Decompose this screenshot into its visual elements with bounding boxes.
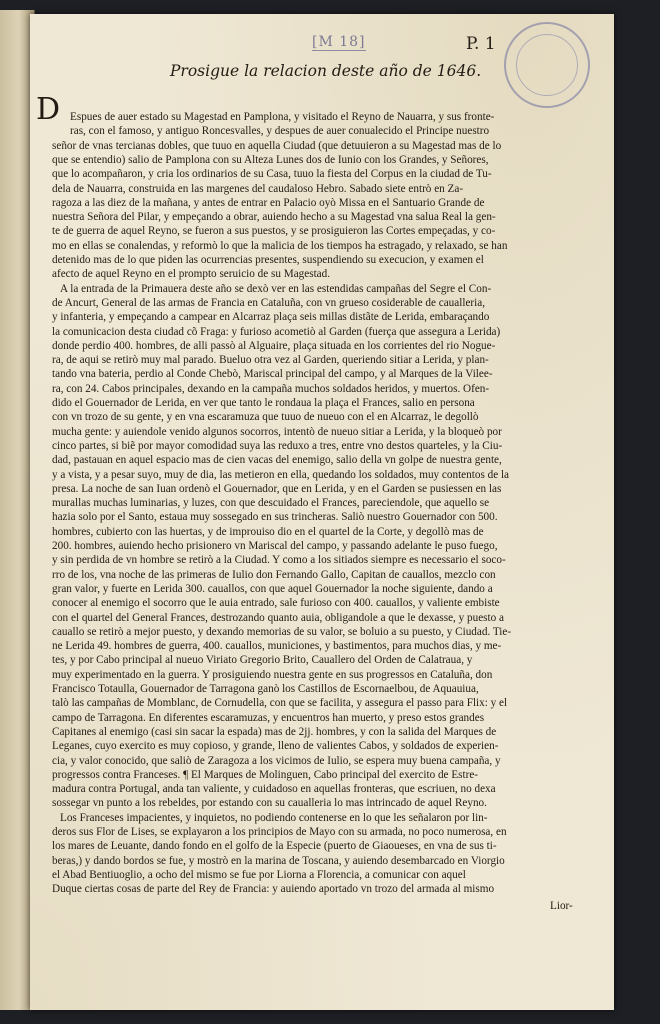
text-line: muy experimentado en la guerra. Y prosiguiendo nuestra gente en sus progressos en Cataluña, don <box>52 668 493 681</box>
text-line: Leganes, cuyo exercito es muy copioso, y grande, lleno de valientes Cabos, y soldados de experien- <box>52 740 499 753</box>
text-line: conocer al enemigo el socorro que le auia entrado, sale furioso con 400. cauallos, y valiente embiste <box>52 597 500 610</box>
text-line: el Abad Bentiuoglio, a ocho del mismo se fue por Liorna a Florencia, a comunicar con aquel <box>52 868 466 881</box>
text-line: beras,) y dando bordos se fue, y mostrò en la marina de Toscana, y auiendo desembarcado en Viorgio <box>52 854 505 867</box>
text-line: Los Franceses impacientes, y inquietos, no podiendo contenerse en lo que les señalaron por lin- <box>60 811 488 824</box>
text-line: mucha gente: y auiendole venido algunos socorros, intentò de nueuo sitiar a Lerida, y la bloqueò por <box>52 425 502 438</box>
library-seal-stamp <box>504 22 590 108</box>
catchword: Lior- <box>550 899 573 912</box>
text-line: dido el Gouernador de Lerida, en ver que tanto le rondaua la plaça el Frances, salio en persona <box>52 397 475 409</box>
text-line: ne Lerida 49. hombres de guerra, 400. cauallos, municiones, y bastimentos, para muchos dias, y me- <box>52 640 502 653</box>
text-line: Duque ciertas cosas de parte del Rey de Francia: y auiendo aportado vn trozo del armada al mismo <box>52 883 495 896</box>
text-line: sossegar vn punto a los rebeldes, por estando con su caualleria lo mas intrincado de aquel Reyno. <box>52 797 487 810</box>
text-line: ra, de aqui se retirò muy mal parado. Bueluo otra vez al Garden, queriendo sitiar a Lerida, y plan- <box>52 354 489 367</box>
text-line: los mares de Leuante, dando fondo en el golfo de la Especie (puerto de Giaoueses, en vna de sus ti- <box>52 840 497 853</box>
text-line: presa. La noche de san Iuan ordenò el Gouernador, que en Lerida, y en el Garden se pusiessen en las <box>52 482 502 495</box>
text-line: donde perdio 400. hombres, de alli passò al Alguaire, plaça situada en los corrientes del rio Nogue- <box>52 339 496 352</box>
drop-cap: D <box>36 92 61 127</box>
text-line: cia, y valor conocido, que saliò de Zaragoza a los vicimos de Iulio, se espera muy buena campaña, y <box>52 754 501 767</box>
text-line: tes, y por Cabo principal al nueuo Viriato Gregorio Brito, Cauallero del Orden de Calatraua, y <box>52 654 473 667</box>
page-number: P. 1 <box>466 34 496 54</box>
text-line: progressos contra Franceses. ¶ El Marques de Molinguen, Cabo principal del exercito de Estre- <box>52 768 479 781</box>
text-line: que lo acompañaron, y cria los ordinarios de su Casa, tuuo la fiesta del Corpus en la ciudad de Tu- <box>52 168 492 181</box>
text-line: gran valor, y fuerte en Lerida 300. cauallos, con que aquel Gouernador la noche siguiente, dando a <box>52 582 493 595</box>
text-line: y sin perdida de vn hombre se retirò a la Ciudad. Y como a los sitiados siempre es necessario el soco- <box>52 554 506 567</box>
text-line: detenido mas de lo que piden las ocurrencias presentes, suspendiendo su execucion, y examen el <box>52 254 484 266</box>
text-line: con vn trozo de su gente, y en vna escaramuza que tuuo de nueuo con el en Alcarraz, le degollò <box>52 411 479 424</box>
text-line: tando vna bateria, perdio al Conde Chebò, Mariscal principal del campo, y al Marques de la Vilee- <box>52 368 493 381</box>
text-line: A la entrada de la Primauera deste año se dexò ver en las estendidas campañas del Segre el Con- <box>60 282 492 295</box>
text-line: hazia solo por el Santo, estaua muy sossegado en sus trincheras. Saliò nuestro Gouernador con 500. <box>52 511 498 524</box>
text-line: te de guerra de aquel Reyno, se fueron a sus puestos, y se prosiguieron las Cortes empeçadas, y co- <box>52 225 496 238</box>
text-line: afecto de aquel Reyno en el prompto seruicio de su Magestad. <box>52 268 331 281</box>
text-line: cinco partes, si biẽ por mayor comodidad suya las reduxo a tres, entre vno destos quarteles, y la Ciu- <box>52 439 503 452</box>
text-line: con el quartel del General Frances, destrozando quanto auia, obligandole a que le dexasse, y puesto a <box>52 611 504 624</box>
archive-mark: [M 18] <box>312 34 366 50</box>
text-line: rro de los, vna noche de las primeras de Iulio don Fernando Gallo, Capitan de cauallos, mezclo con <box>52 568 496 581</box>
text-line: y infanteria, y empeçando a campear en Alcarraz plaça seis millas distãte de Lerida, embaraçando <box>52 311 490 324</box>
text-line: hombres, cubierto con las huertas, y de improuiso dio en el quartel de la Corte, y degollò mas de <box>52 525 484 538</box>
text-line: señor de vnas tercianas dobles, que tuuo en aquella Ciudad (que detuuieron a su Magestad mas de lo <box>52 139 502 152</box>
page-heading: Prosigue la relacion deste año de 1646. <box>170 62 482 80</box>
text-line: Capitanes al enemigo (casi sin sacar la espada) mas de 2jj. hombres, y con la salida del Marques de <box>52 725 497 738</box>
text-line: ragoza a las diez de la mañana, y antes de entrar en Palacio oyò Missa en el Santuario Grande de <box>52 196 485 209</box>
text-line: ra, con 24. Cabos principales, dexando en la campaña muchos soldados heridos, y muertos. Ofen- <box>52 382 490 395</box>
text-line: 200. hombres, auiendo hecho prisionero vn Mariscal del campo, y passando adelante le puso fuego, <box>52 540 498 552</box>
document-page <box>30 14 614 1010</box>
text-line: Francisco Totaulla, Gouernador de Tarragona ganò los Castillos de Escornaelbou, de Aquauiua, <box>52 683 479 695</box>
text-line: talò las campañas de Momblanc, de Cornudella, con que se facilita, y assegura el passo para Flix: y el <box>52 697 508 710</box>
text-line: madura contra Portugal, anda tan valiente, y cuidadoso en aquellas fronteras, que escriuen, no dexa <box>52 783 496 796</box>
text-line: de Ancurt, General de las armas de Francia en Cataluña, con vn grueso cosiderable de caualleria, <box>52 296 486 309</box>
text-line: nuestra Señora del Pilar, y empeçando a obrar, auiendo hecho a su Magestad vna salua Real la gen- <box>52 211 496 224</box>
text-line: murallas muchas luminarias, y luzes, con que descuidado el Frances, pareciendole, que aquello se <box>52 497 490 510</box>
text-line: deros sus Flor de Lises, se explayaron a los principios de Mayo con su armada, no poco numerosa, en <box>52 826 507 838</box>
text-line: Espues de auer estado su Magestad en Pamplona, y visitado el Reyno de Nauarra, y sus fronte- <box>70 111 495 123</box>
text-line: ras, con el famoso, y antiguo Roncesvalles, y despues de auer conualecido el Principe nuestro <box>70 125 490 138</box>
text-line: la comunicacion desta ciudad cõ Fraga: y furioso acometiò al Garden (fuerça que assegura a Lerida) <box>52 325 501 338</box>
text-line: que se entendio) salio de Pamplona con su Alteza Lunes dos de Iunio con los Grandes, y Señores, <box>52 153 489 166</box>
text-line: y a vista, y a pesar suyo, muy de dia, las metieron en ella, quedando los soldados, muy contentos de la <box>52 468 510 481</box>
text-line: campo de Tarragona. En diferentes escaramuzas, y encuentros han muerto, y preso estos grandes <box>52 711 485 724</box>
text-line: mo en ellas se conalendas, y reformò lo que la malicia de los tiempos ha estragado, y relaxado, se han <box>52 239 508 252</box>
text-line: cauallo se retirò a mejor puesto, y dexando memorias de su valor, se boluio a su puesto, y Ciudad. Tie- <box>52 625 512 638</box>
text-line: dela de Nauarra, construida en las margenes del caudaloso Hebro. Sabado siete entrò en Za- <box>52 182 464 195</box>
text-line: dad, pastauan en aquel espacio mas de cien vacas del enemigo, salio della vn golpe de nuestra gente, <box>52 454 502 467</box>
